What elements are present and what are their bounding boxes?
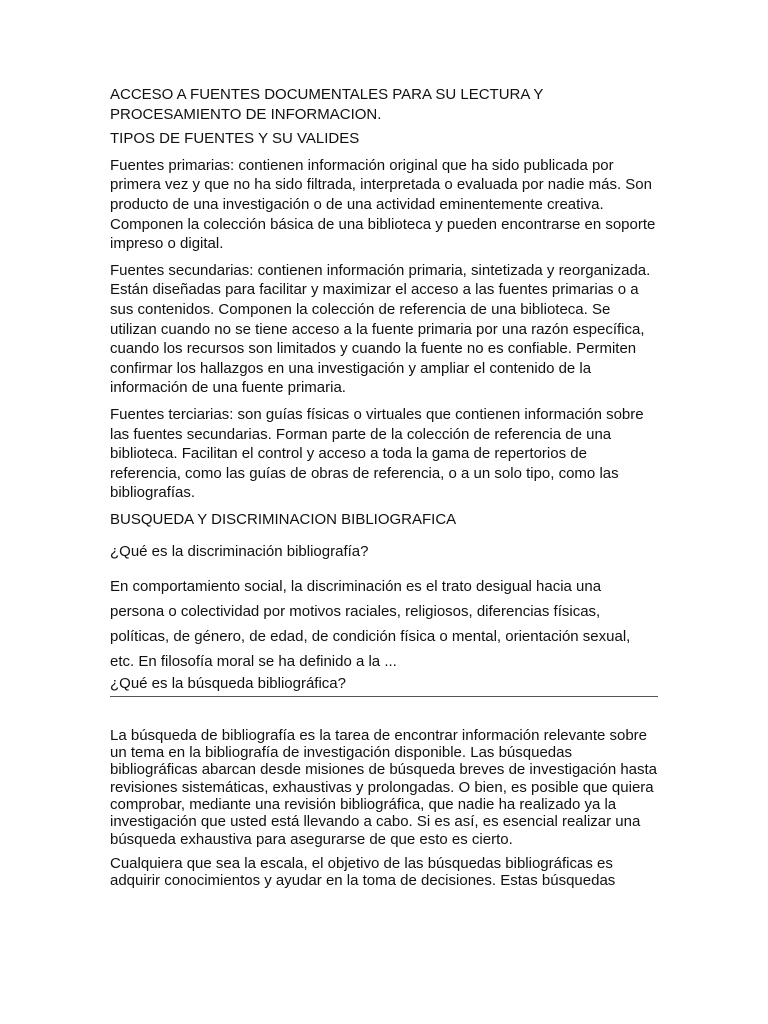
paragraph-discriminacion: En comportamiento social, la discriminación es el trato desigual hacia una persona o colectividad por motivos raciales, religiosos, diferencias físicas, políticas, de género, de edad, de condición física o mental, orientación sexual, etc. En filosofía moral se ha definido a la ... (110, 577, 631, 670)
paragraph-escala: Cualquiera que sea la escala, el objetivo de las búsquedas bibliográficas es adquirir conocimientos y ayudar en la toma de decisiones. Estas búsquedas (110, 854, 616, 890)
question-discriminacion: ¿Qué es la discriminación bibliografía? (110, 542, 369, 560)
section-heading-tipos: TIPOS DE FUENTES Y SU VALIDES (110, 130, 360, 148)
paragraph-busqueda: La búsqueda de bibliografía es la tarea de encontrar información relevante sobre un tema en la bibliografía de investigación disponible. Las búsquedas bibliográficas abarcan desde misiones de búsqueda breves de investigación hasta revisiones sistemáticas, exhaustivas y prolongadas. O bien, es posible que quiera comprobar, mediante una revisión bibliográfica, que nadie ha realizado ya la investigación que usted está llevando a cabo. Si es así, es esencial realizar una búsqueda exhaustiva para asegurarse de que esto es cierto. (110, 726, 658, 848)
paragraph-fuentes-secundarias: Fuentes secundarias: contienen información primaria, sintetizada y reorganizada. Están diseñadas para facilitar y maximizar el acceso a las fuentes primarias o a sus contenidos. Componen la colección de referencia de una biblioteca. Se utilizan cuando no se tiene acceso a la fuente primaria por una razón específica, cuando los recursos son limitados y cuando la fuente no es confiable. Permiten confirmar los hallazgos en una investigación y ampliar el contenido de la información de una fuente primaria. (110, 261, 651, 397)
paragraph-fuentes-primarias: Fuentes primarias: contienen información original que ha sido publicada por primera vez y que no ha sido filtrada, interpretada o evaluada por nadie más. Son producto de una investigación o de una actividad eminentemente creativa. Componen la colección básica de una biblioteca y pueden encontrarse en soporte impreso o digital. (110, 156, 656, 253)
document-title: ACCESO A FUENTES DOCUMENTALES PARA SU LECTURA Y PROCESAMIENTO DE INFORMACION. (110, 86, 544, 123)
document-body (110, 85, 658, 897)
question-busqueda: ¿Qué es la búsqueda bibliográfica? (110, 674, 346, 692)
section-heading-busqueda: BUSQUEDA Y DISCRIMINACION BIBLIOGRAFICA (110, 510, 457, 528)
paragraph-fuentes-terciarias: Fuentes terciarias: son guías físicas o virtuales que contienen información sobre las fuentes secundarias. Forman parte de la colección de referencia de una biblioteca. Facilitan el control y acceso a toda la gama de repertorios de referencia, como las guías de obras de referencia, o a un solo tipo, como las bibliografías. (110, 405, 644, 502)
